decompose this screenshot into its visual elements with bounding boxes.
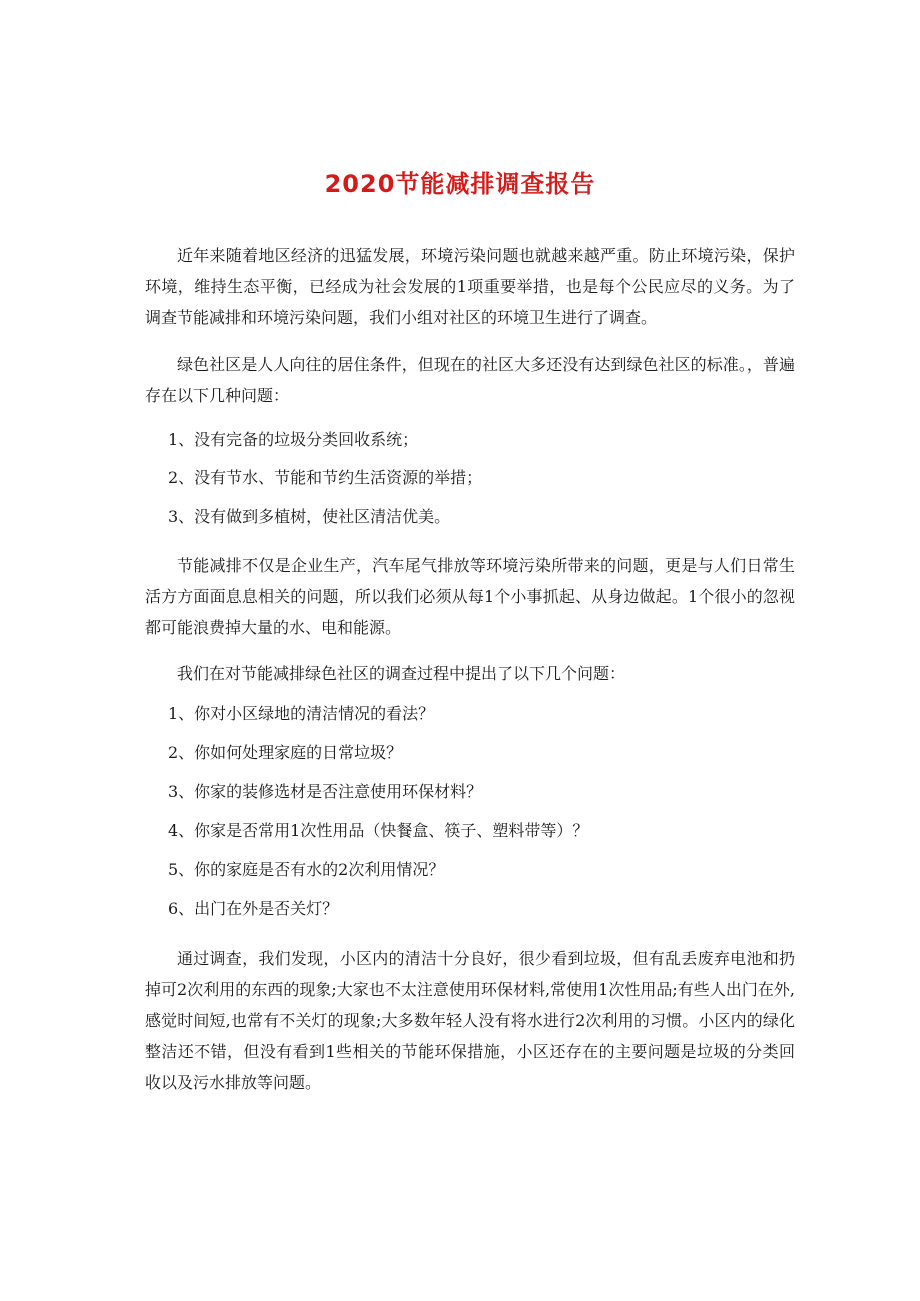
problem-item-1: 1、没有完备的垃圾分类回收系统； — [168, 430, 419, 449]
intro-paragraph: 近年来随着地区经济的迅猛发展，环境污染问题也就越来越严重。防止环境污染，保护环境，维持生态平衡，已经成为社会发展的1项重要举措，也是每个公民应尽的义务。为了调查节能减排和环境污染问题，我们小组对社区的环境卫生进行了调查。 — [145, 246, 795, 327]
question-item-2: 2、你如何处理家庭的日常垃圾？ — [168, 743, 403, 762]
question-item-1: 1、你对小区绿地的清洁情况的看法？ — [168, 704, 435, 723]
questions-intro-paragraph: 我们在对节能减排绿色社区的调查过程中提出了以下几个问题： — [177, 664, 626, 683]
document-title: 2020节能减排调查报告 — [324, 170, 596, 198]
findings-paragraph: 通过调查，我们发现，小区内的清洁十分良好，很少看到垃圾，但有乱丢废弃电池和扔掉可2次利用的东西的现象;大家也不太注意使用环保材料,常使用1次性用品;有些人出门在外,感觉时间短,也常有不关灯的现象;大多数年轻人没有将水进行2次利用的习惯。小区内的绿化整洁还不错，但没有看到1些相关的节能环保措施，小区还存在的主要问题是垃圾的分类回收以及污水排放等问题。 — [145, 949, 795, 1092]
problem-item-2: 2、没有节水、节能和节约生活资源的举措； — [168, 468, 483, 487]
energy-saving-paragraph: 节能减排不仅是企业生产，汽车尾气排放等环境污染所带来的问题，更是与人们日常生活方方面面息息相关的问题，所以我们必须从每1个小事抓起、从身边做起。1个很小的忽视都可能浪费掉大量的水、电和能源。 — [145, 556, 795, 637]
question-item-3: 3、你家的装修选材是否注意使用环保材料？ — [168, 782, 483, 801]
green-community-paragraph: 绿色社区是人人向往的居住条件，但现在的社区大多还没有达到绿色社区的标准。，普遍存在以下几种问题： — [145, 355, 795, 405]
problem-item-3: 3、没有做到多植树，使社区清洁优美。 — [168, 507, 451, 526]
question-item-4: 4、你家是否常用1次性用品（快餐盒、筷子、塑料带等）？ — [168, 821, 589, 840]
question-item-6: 6、出门在外是否关灯？ — [168, 899, 339, 918]
question-item-5: 5、你的家庭是否有水的2次利用情况？ — [168, 860, 445, 879]
